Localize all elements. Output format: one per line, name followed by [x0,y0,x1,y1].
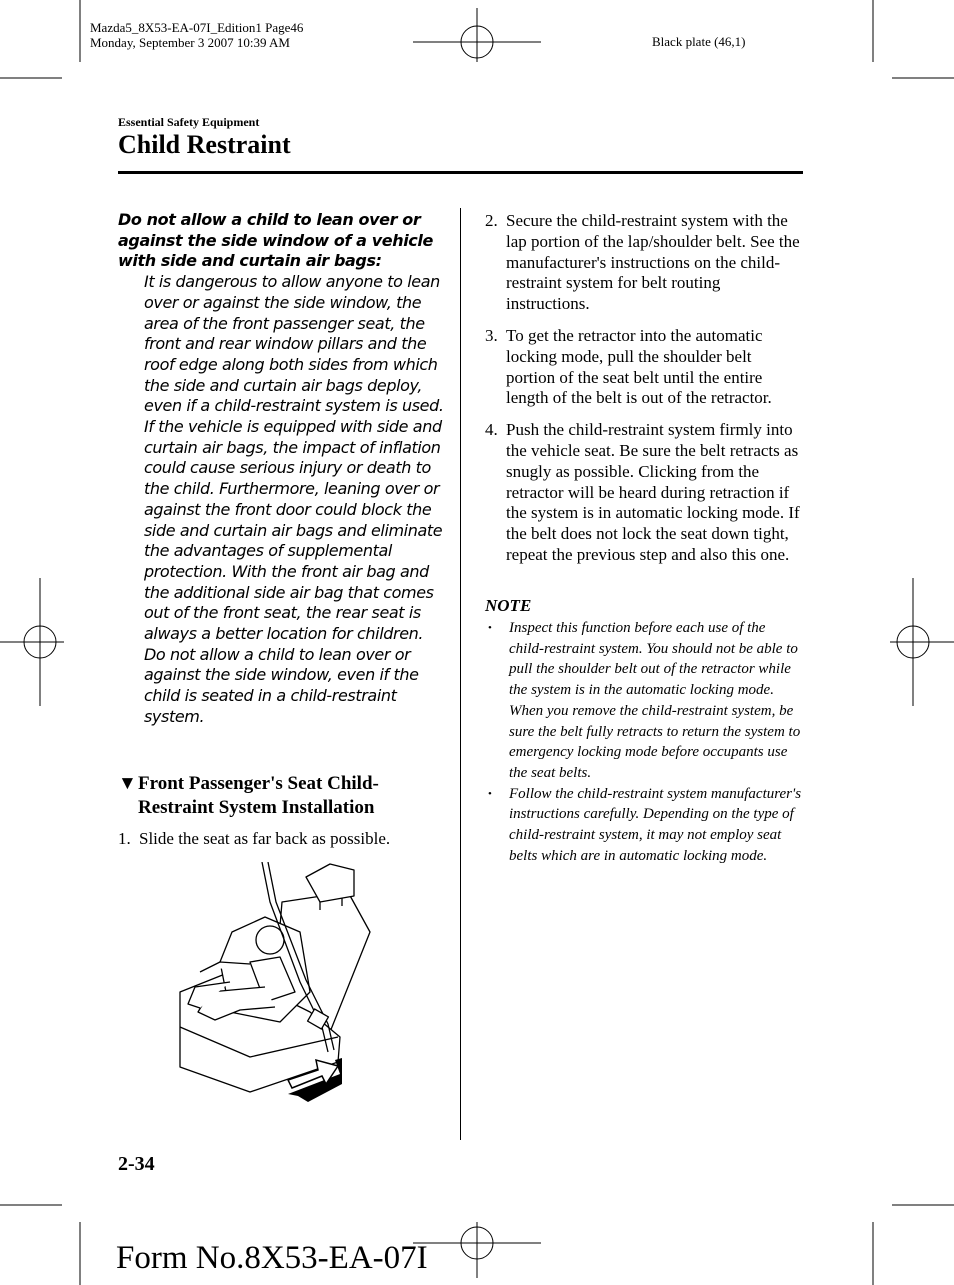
step-number: 2. [485,211,498,230]
step-text: Secure the child-restraint system with the lap portion of the lap/shoulder belt. See the manufacturer's instructions on the child-restraint system for belt routing instructions. [506,211,800,314]
note-list [485,618,803,866]
warning-block [118,210,448,728]
subheading-text: Front Passenger's Seat Child-Restraint System Installation [138,773,379,818]
note-item [485,784,803,867]
steps-right [485,211,803,577]
step-number: 4. [485,420,498,440]
note-item [485,618,803,784]
plate-label: Black plate (46,1) [652,34,746,49]
note-text: Inspect this function before each use of the child-restraint system. You should not be able to pull the shoulder belt out of the retractor while the system is in the automatic locking mode. When you remove the child-restraint system, be sure the belt fully retracts to return the system to emergency locking mode before occupants use the seat belts. [509,620,801,781]
child-seat-illustration [170,862,380,1102]
print-header-line2: Monday, September 3 2007 10:39 AM [90,35,290,50]
step-item [118,828,438,849]
step-item [485,420,803,566]
step-text: Slide the seat as far back as possible. [139,829,391,848]
print-header [90,20,303,50]
note-text: Follow the child-restraint system manufacturer's instructions carefully. Depending on the type of child-restraint system, it may not employ seat belts which are in automatic locking mode. [509,785,802,864]
page-title: Child Restraint [118,130,291,159]
title-rule [118,171,803,174]
step-number: 3. [485,325,498,345]
note-label: NOTE [485,596,532,615]
bullet-icon: • [488,622,492,634]
steps-left [118,828,438,860]
step-number: 1. [118,829,131,848]
step-item [485,211,803,315]
subheading [118,772,438,820]
step-text: To get the retractor into the automatic locking mode, pull the shoulder belt portion of the seat belt until the entire length of the belt is out of the retractor. [506,325,772,408]
warning-heading: Do not allow a child to lean over or against the side window of a vehicle with side and curtain air bags: [118,210,433,271]
triangle-marker-icon: ▼ [118,773,137,794]
print-header-line1: Mazda5_8X53-EA-07I_Edition1 Page46 [90,20,304,35]
bullet-icon: • [488,787,492,800]
step-text: Push the child-restraint system firmly into the vehicle seat. Be sure the belt retracts as snugly as possible. Clicking from the retractor will be heard during retraction if the system is in automatic locking mode. If the belt does not lock the seat down tight, repeat the previous step and also this one. [506,420,800,564]
warning-body: It is dangerous to allow anyone to lean over or against the side window, the area of the front passenger seat, the front and rear window pillars and the roof edge along both sides from which the side and curtain air bags deploy, even if a child-restraint system is used. If the vehicle is equipped with side and curtain air bags, the impact of inflation could cause serious injury or death to the child. Furthermore, leaning over or against the front door could block the side and curtain air bags and eliminate the advantages of supplemental protection. With the front air bag and the additional side air bag that comes out of the front seat, the rear seat is always a better location for children. Do not allow a child to lean over or against the side window, even if the child is seated in a child-restraint system. [144,272,444,726]
section-label: Essential Safety Equipment [118,115,260,129]
page-number: 2-34 [118,1153,155,1175]
column-divider [460,208,461,1140]
step-item [485,326,803,409]
form-number: Form No.8X53-EA-07I [116,1240,428,1276]
